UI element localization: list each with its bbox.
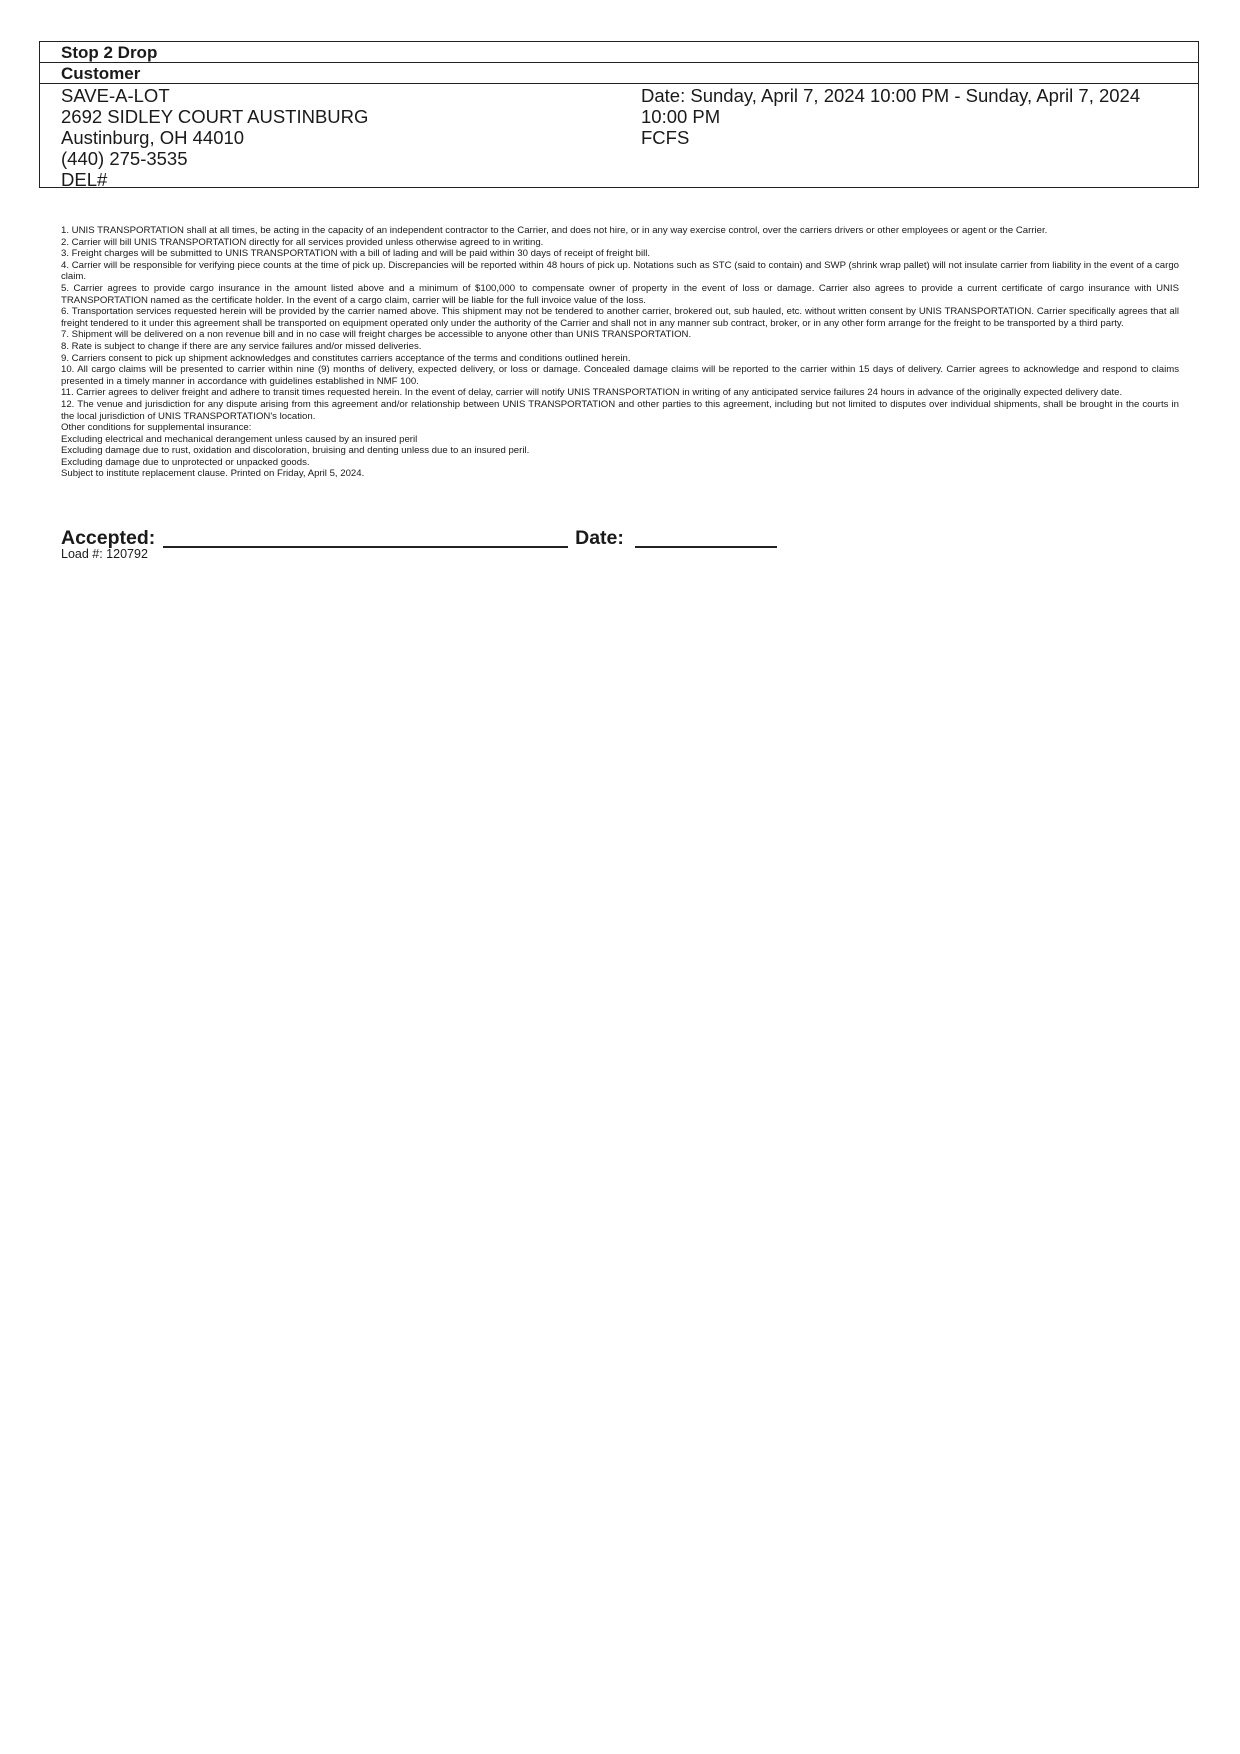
insurance-conditions-heading: Other conditions for supplemental insurance: [61, 422, 252, 434]
term-10: 10. All cargo claims will be presented to carrier within nine (9) months of delivery, expected delivery, or loss or damage. Concealed damage claims will be reported to the carrier within 15 days of delivery. Carrier agrees to acknowledge and respond to claims presented in a timely manner in accordance with guidelines established in NMF 100. [61, 364, 1179, 387]
term-7: 7. Shipment will be delivered on a non revenue bill and in no case will freight charges be accessible to anyone other than UNIS TRANSPORTATION. [61, 329, 692, 341]
signature-blank[interactable] [163, 526, 568, 548]
stop-details [40, 84, 1198, 190]
term-5: 5. Carrier agrees to provide cargo insurance in the amount listed above and a minimum of $100,000 to compensate owner of property in the event of loss or damage. Carrier also agrees to provide a current certificate of cargo insurance with UNIS TRANSPORTATION named as the certificate holder. In the event of a cargo claim, carrier will be liable for the full invoice value of the loss. [61, 282, 1179, 306]
load-number: Load #: 120792 [61, 547, 148, 561]
accepted-label: Accepted: [61, 527, 156, 549]
date-label: Date: [575, 527, 624, 549]
delivery-ref: DEL# [61, 169, 108, 190]
city-state-zip: Austinburg, OH 44010 [61, 127, 245, 148]
term-8: 8. Rate is subject to change if there are any service failures and/or missed deliveries. [61, 340, 422, 352]
terms-and-conditions [61, 225, 1179, 480]
term-1: 1. UNIS TRANSPORTATION shall at all times, be acting in the capacity of an independent contractor to the Carrier, and does not hire, or in any way exercise control, over the carriers drivers or other employees or agent or the Carrier. [61, 225, 1048, 236]
term-3: 3. Freight charges will be submitted to UNIS TRANSPORTATION with a bill of lading and will be paid within 30 days of receipt of freight bill. [61, 248, 651, 260]
stop-table [39, 41, 1199, 188]
term-6: 6. Transportation services requested herein will be provided by the carrier named above. This shipment may not be tendered to another carrier, brokered out, sub hauled, etc. without written consent by UNIS TRANSPORTATION. Carrier specifically agrees that all freight tendered to it under this agreement shall be transported on equipment operated only under the authority of the Carrier and shall not in any manner sub contract, broker, or in any other form arrange for the freight to be transported by a third party. [61, 306, 1179, 329]
acceptance-line [61, 526, 777, 550]
date-range-line-2: 10:00 PM [641, 106, 721, 127]
phone-number: (440) 275-3535 [61, 148, 188, 169]
address-block [61, 85, 641, 190]
term-2: 2. Carrier will bill UNIS TRANSPORTATION directly for all services provided unless otherwise agreed to in writing. [61, 236, 544, 248]
term-12: 12. The venue and jurisdiction for any dispute arising from this agreement and/or relationship between UNIS TRANSPORTATION and other parties to this agreement, including but not limited to disputes over individual shipments, shall be brought in the courts in the local jurisdiction of UNIS TRANSPORTATION's location. [61, 398, 1179, 422]
term-11: 11. Carrier agrees to deliver freight and adhere to transit times requested herein. In the event of delay, carrier will notify UNIS TRANSPORTATION in writing of any anticipated service failures 24 hours in advance of the originally expected delivery date. [61, 387, 1123, 399]
section-title: Customer [40, 63, 1198, 84]
replacement-clause: Subject to institute replacement clause. Printed on Friday, April 5, 2024. [61, 468, 365, 480]
street-address: 2692 SIDLEY COURT AUSTINBURG [61, 106, 369, 127]
date-range-line-1: Date: Sunday, April 7, 2024 10:00 PM - Sunday, April 7, 2024 [641, 85, 1141, 106]
date-blank[interactable] [635, 526, 777, 548]
insurance-exclusion-1: Excluding electrical and mechanical derangement unless caused by an insured peril [61, 433, 418, 445]
insurance-exclusion-2: Excluding damage due to rust, oxidation and discoloration, bruising and denting unless due to an insured peril. [61, 445, 530, 457]
insurance-exclusion-3: Excluding damage due to unprotected or unpacked goods. [61, 456, 310, 468]
customer-name: SAVE-A-LOT [61, 85, 170, 106]
schedule-block [641, 85, 1181, 185]
stop-title: Stop 2 Drop [40, 42, 1198, 63]
term-4: 4. Carrier will be responsible for verifying piece counts at the time of pick up. Discrepancies will be reported within 48 hours of pick up. Notations such as STC (said to contain) and SWP (shrink wrap pallet) will not insulate carrier from liability in the event of a cargo claim. [61, 259, 1179, 283]
appointment-type: FCFS [641, 127, 690, 148]
term-9: 9. Carriers consent to pick up shipment acknowledges and constitutes carriers acceptance of the terms and conditions outlined herein. [61, 352, 631, 364]
